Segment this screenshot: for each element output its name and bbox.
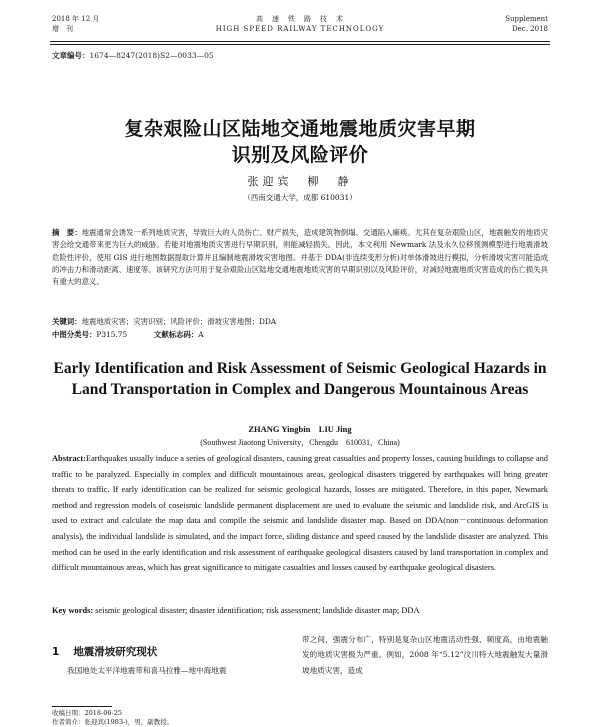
chinese-keywords-label: 关键词： bbox=[52, 317, 82, 326]
chinese-abstract-text: 地震通常会诱发一系列地质灾害，导致巨大的人员伤亡、财产损失，造成建筑物倒塌、交通陷入瘫痪。尤其在复杂艰险山区，地震触发的地质灾害会给交通带来更为巨大的威胁。若能对地震地质灾害进行早期识别，则能减轻损失。因此，本文利用 Newmark 法及永久位移预测模型进行地震滑坡危险性评价，使用 GIS 进行地图数据提取计算并且编制地震滑坡灾害地图。并基于 DDA(非连续变形分析)对单体滑坡进行模拟，分析滑坡灾害可能造成的冲击力和滑动距离、速度等。该研究方法可用于复杂艰险山区陆地交通地震地质灾害的早期识别以及风险评价，对减轻地震地质灾害造成的伤亡损失具有重大的意义。 bbox=[52, 228, 548, 287]
class-label: 中图分类号： bbox=[52, 330, 97, 339]
section-title: 地震滑坡研究现状 bbox=[73, 646, 158, 658]
header-center bbox=[52, 14, 548, 34]
chinese-abstract-label: 摘 要： bbox=[52, 228, 82, 237]
english-abstract bbox=[52, 451, 548, 576]
english-abstract-label: Abstract: bbox=[52, 454, 86, 463]
article-number bbox=[52, 50, 214, 61]
footnote-author-bio: 作者简介：张迎宾(1983-)，男，副教授。 bbox=[52, 718, 174, 726]
english-abstract-text: Earthquakes usually induce a series of geological disasters, causing great casualties and property losses, causing buildings to collapse and traffic to be paralyzed. Especially in complex and difficult mountainous areas, geological disasters triggered by earthquakes will bring greater threats to traffic. If early identification can be realized for seismic geological hazards, losses are mitigated. Therefore, in this paper, Newmark method and regression models of coseismic landslide permanent displacement are used to evaluate the seismic and landslide risk, and ArcGIS is used to extract and calculate the map data and compile the seismic and landslide disaster map. Based on DDA(non－continuous deformation analysis), the individual landslide is simulated, and the impact force, sliding distance and speed caused by the landslide disaster are analyzed. This method can be used in the early identification and risk assessment of earthquake geological disasters caused by land transportation in complex and difficult mountainous areas, which has great significance to mitigate casualties and losses caused by earthquake geological disasters. bbox=[52, 454, 548, 573]
header-date-en: Dec. 2018 bbox=[512, 25, 548, 33]
english-keywords bbox=[52, 606, 548, 615]
chinese-keywords bbox=[52, 316, 548, 328]
header-right bbox=[505, 14, 548, 34]
header-date: 2018 年 12 月 bbox=[52, 15, 100, 23]
english-keywords-label: Key words: bbox=[52, 606, 94, 615]
classification bbox=[52, 329, 548, 341]
chinese-authors: 张迎宾 柳 静 bbox=[247, 175, 353, 188]
body-left-column: 我国地处太平洋地震带和喜马拉雅—地中海地震 bbox=[67, 666, 227, 675]
body-right-column: 带之间，强震分布广，特别是复杂山区地震活动性强、频度高，由地震触发的地质灾害极为严重。例如，2008 年“5.12”汶川特大地震触发大量滑坡地质灾害，造成 bbox=[302, 635, 548, 675]
chinese-title-line2: 识别及风险评价 bbox=[231, 144, 369, 166]
doc-code-label: 文献标志码： bbox=[153, 330, 199, 339]
header-rule bbox=[50, 41, 550, 45]
chinese-title-line1: 复杂艰险山区陆地交通地震地质灾害早期 bbox=[124, 118, 476, 140]
english-authors: ZHANG Yingbin LIU Jing bbox=[248, 424, 352, 434]
header-issue: 增 刊 bbox=[52, 25, 73, 33]
section-number: 1 bbox=[52, 646, 60, 658]
journal-name-en: HIGH SPEED RAILWAY TECHNOLOGY bbox=[215, 25, 385, 33]
chinese-abstract bbox=[52, 227, 548, 288]
header-supplement: Supplement bbox=[505, 15, 548, 23]
running-header bbox=[52, 14, 548, 44]
class-value: P315.75 bbox=[96, 330, 128, 339]
chinese-affiliation: （西南交通大学，成都 610031） bbox=[243, 193, 357, 202]
footnote-rule bbox=[52, 706, 112, 707]
english-keywords-text: seismic geological disaster; disaster identification; risk assessment; landslide disaster map; DDA bbox=[95, 606, 420, 615]
article-number-label: 文章编号： bbox=[52, 51, 90, 60]
doc-code-value: A bbox=[198, 330, 204, 339]
chinese-keywords-text: 地震地质灾害；灾害识别；风险评价；滑坡灾害地图；DDA bbox=[81, 317, 277, 326]
footnote-received: 收稿日期：2018-06-25 bbox=[52, 709, 122, 717]
section-heading bbox=[52, 644, 157, 659]
english-affiliation: (Southwest Jiaotong University，Chengdu 610031，China) bbox=[200, 438, 400, 447]
chinese-title bbox=[0, 116, 600, 168]
footnote bbox=[52, 709, 173, 727]
english-title: Early Identification and Risk Assessment of Seismic Geological Hazards in Land Transportation in Complex and Dangerous Mountainous Areas bbox=[53, 360, 547, 398]
journal-name-cn: 高 速 铁 路 技 术 bbox=[256, 15, 344, 23]
article-number-value: 1674—8247(2018)S2—0033—05 bbox=[89, 51, 214, 60]
